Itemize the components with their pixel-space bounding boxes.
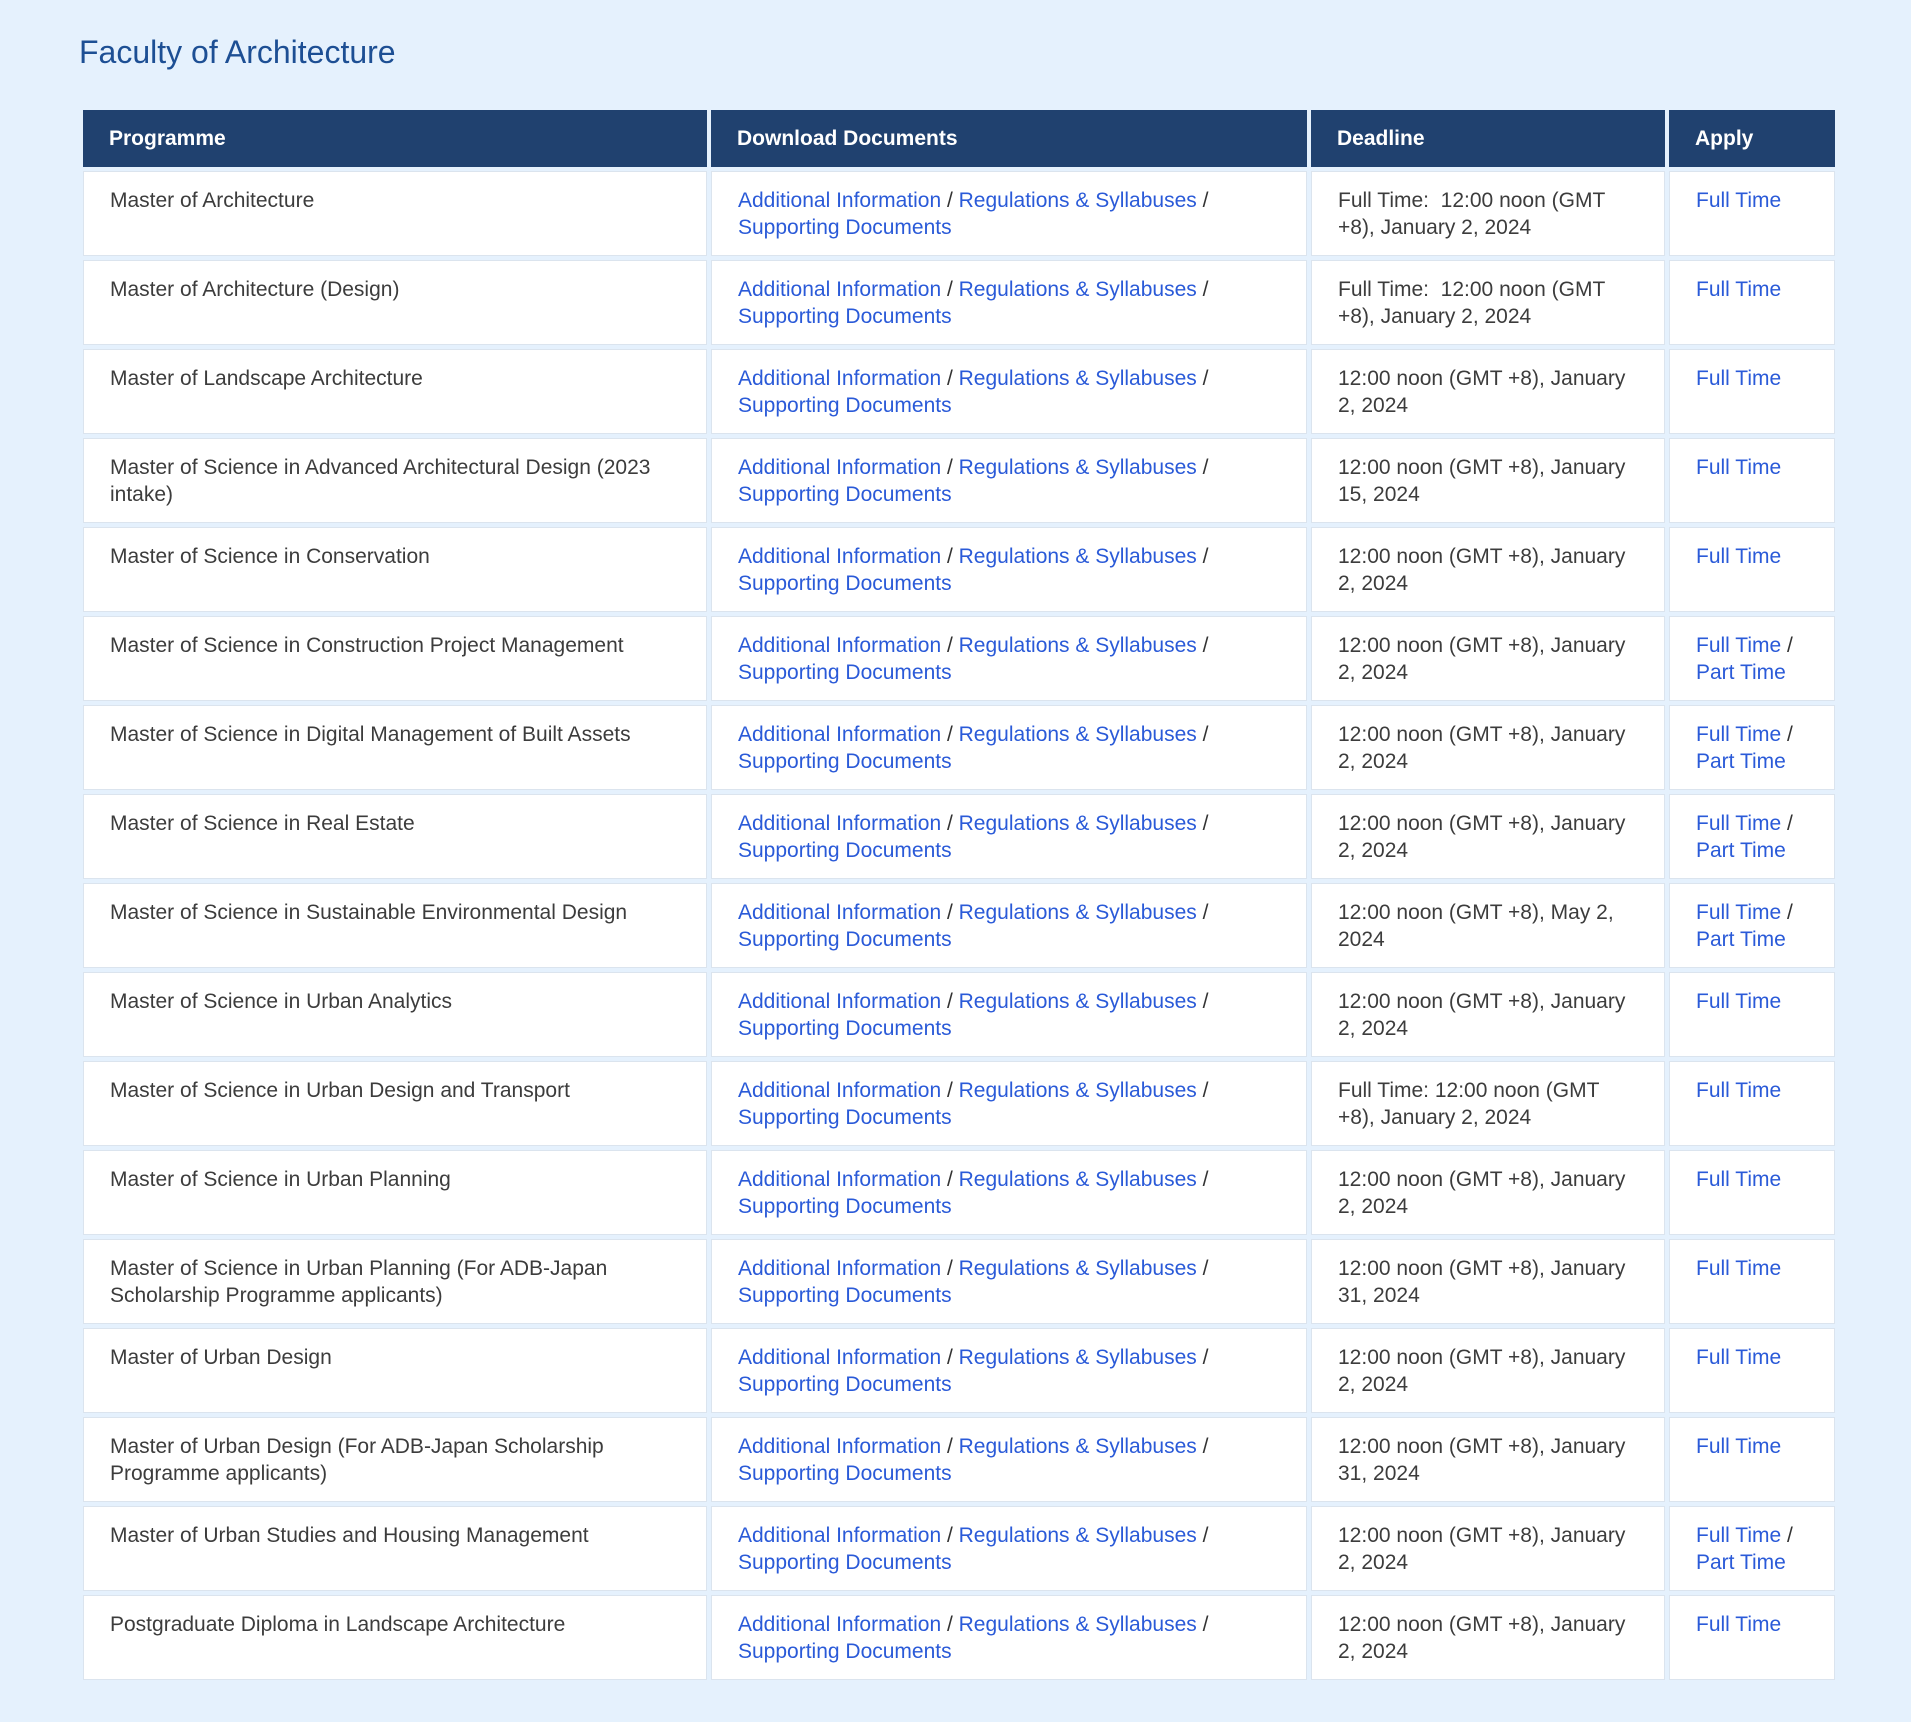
regulations-syllabuses-link[interactable]: Regulations & Syllabuses [958, 901, 1197, 924]
deadline-cell: 12:00 noon (GMT +8), January 31, 2024 [1311, 1417, 1665, 1502]
download-documents-cell [711, 794, 1307, 879]
table-row [83, 1150, 1835, 1235]
deadline-cell: 12:00 noon (GMT +8), January 2, 2024 [1311, 1328, 1665, 1413]
apply-full-time-link[interactable]: Full Time [1696, 990, 1782, 1013]
programme-cell: Master of Architecture [83, 171, 707, 256]
link-separator: / [1196, 278, 1209, 301]
apply-full-time-link[interactable]: Full Time [1696, 1168, 1782, 1191]
download-documents-cell [711, 1150, 1307, 1235]
regulations-syllabuses-link[interactable]: Regulations & Syllabuses [958, 278, 1197, 301]
supporting-documents-link[interactable]: Supporting Documents [738, 394, 952, 417]
deadline-cell: 12:00 noon (GMT +8), January 31, 2024 [1311, 1239, 1665, 1324]
apply-cell [1669, 1417, 1835, 1502]
table-row [83, 1061, 1835, 1146]
page-title: Faculty of Architecture [79, 34, 396, 70]
supporting-documents-link[interactable]: Supporting Documents [738, 1551, 952, 1574]
apply-part-time-link[interactable]: Part Time [1696, 839, 1786, 862]
download-documents-cell [711, 616, 1307, 701]
regulations-syllabuses-link[interactable]: Regulations & Syllabuses [958, 456, 1197, 479]
link-separator: / [941, 812, 959, 835]
deadline-cell: 12:00 noon (GMT +8), May 2, 2024 [1311, 883, 1665, 968]
programme-cell: Postgraduate Diploma in Landscape Architecture [83, 1595, 707, 1680]
deadline-cell: 12:00 noon (GMT +8), January 2, 2024 [1311, 705, 1665, 790]
regulations-syllabuses-link[interactable]: Regulations & Syllabuses [958, 1168, 1197, 1191]
regulations-syllabuses-link[interactable]: Regulations & Syllabuses [958, 634, 1197, 657]
table-row [83, 349, 1835, 434]
supporting-documents-link[interactable]: Supporting Documents [738, 661, 952, 684]
apply-full-time-link[interactable]: Full Time [1696, 278, 1782, 301]
apply-part-time-link[interactable]: Part Time [1696, 928, 1786, 951]
link-separator: / [941, 1168, 959, 1191]
apply-full-time-link[interactable]: Full Time [1696, 456, 1782, 479]
additional-information-link[interactable]: Additional Information [738, 1524, 942, 1547]
download-documents-cell [711, 171, 1307, 256]
apply-full-time-link[interactable]: Full Time [1696, 1524, 1782, 1547]
supporting-documents-link[interactable]: Supporting Documents [738, 216, 952, 239]
header-apply: Apply [1669, 110, 1835, 167]
regulations-syllabuses-link[interactable]: Regulations & Syllabuses [958, 189, 1197, 212]
additional-information-link[interactable]: Additional Information [738, 1346, 942, 1369]
deadline-cell: 12:00 noon (GMT +8), January 2, 2024 [1311, 972, 1665, 1057]
programme-cell: Master of Landscape Architecture [83, 349, 707, 434]
table-row [83, 1417, 1835, 1502]
download-documents-cell [711, 527, 1307, 612]
apply-full-time-link[interactable]: Full Time [1696, 545, 1782, 568]
apply-full-time-link[interactable]: Full Time [1696, 812, 1782, 835]
deadline-cell: Full Time: 12:00 noon (GMT +8), January 2, 2024 [1311, 171, 1665, 256]
programme-cell: Master of Science in Digital Management of Built Assets [83, 705, 707, 790]
apply-cell [1669, 527, 1835, 612]
apply-part-time-link[interactable]: Part Time [1696, 1551, 1786, 1574]
programme-cell: Master of Architecture (Design) [83, 260, 707, 345]
additional-information-link[interactable]: Additional Information [738, 723, 942, 746]
table-body [83, 171, 1835, 1680]
additional-information-link[interactable]: Additional Information [738, 367, 942, 390]
additional-information-link[interactable]: Additional Information [738, 456, 942, 479]
link-separator: / [1781, 634, 1793, 657]
link-separator: / [941, 189, 959, 212]
download-documents-cell [711, 1506, 1307, 1591]
additional-information-link[interactable]: Additional Information [738, 278, 942, 301]
table-row [83, 705, 1835, 790]
supporting-documents-link[interactable]: Supporting Documents [738, 839, 952, 862]
programme-cell: Master of Urban Studies and Housing Management [83, 1506, 707, 1591]
programme-cell: Master of Science in Urban Analytics [83, 972, 707, 1057]
apply-cell [1669, 1061, 1835, 1146]
table-row [83, 438, 1835, 523]
link-separator: / [1196, 1257, 1209, 1280]
link-separator: / [941, 456, 959, 479]
deadline-cell: 12:00 noon (GMT +8), January 2, 2024 [1311, 1506, 1665, 1591]
supporting-documents-link[interactable]: Supporting Documents [738, 1284, 952, 1307]
link-separator: / [1196, 1524, 1209, 1547]
regulations-syllabuses-link[interactable]: Regulations & Syllabuses [958, 1257, 1197, 1280]
download-documents-cell [711, 1417, 1307, 1502]
link-separator: / [1196, 634, 1209, 657]
supporting-documents-link[interactable]: Supporting Documents [738, 1106, 952, 1129]
apply-full-time-link[interactable]: Full Time [1696, 1346, 1782, 1369]
deadline-cell: 12:00 noon (GMT +8), January 2, 2024 [1311, 616, 1665, 701]
header-deadline: Deadline [1311, 110, 1665, 167]
programmes-table [79, 106, 1839, 1684]
apply-full-time-link[interactable]: Full Time [1696, 634, 1782, 657]
download-documents-cell [711, 883, 1307, 968]
table-row [83, 1506, 1835, 1591]
additional-information-link[interactable]: Additional Information [738, 634, 942, 657]
additional-information-link[interactable]: Additional Information [738, 1079, 942, 1102]
link-separator: / [1196, 990, 1209, 1013]
apply-full-time-link[interactable]: Full Time [1696, 723, 1782, 746]
supporting-documents-link[interactable]: Supporting Documents [738, 1462, 952, 1485]
programme-cell: Master of Science in Sustainable Environmental Design [83, 883, 707, 968]
link-separator: / [941, 1257, 959, 1280]
download-documents-cell [711, 1061, 1307, 1146]
additional-information-link[interactable]: Additional Information [738, 189, 942, 212]
apply-cell [1669, 260, 1835, 345]
apply-full-time-link[interactable]: Full Time [1696, 901, 1782, 924]
download-documents-cell [711, 705, 1307, 790]
additional-information-link[interactable]: Additional Information [738, 1168, 942, 1191]
table-row [83, 1239, 1835, 1324]
link-separator: / [941, 901, 959, 924]
regulations-syllabuses-link[interactable]: Regulations & Syllabuses [958, 1435, 1197, 1458]
apply-cell [1669, 1239, 1835, 1324]
link-separator: / [941, 1079, 959, 1102]
supporting-documents-link[interactable]: Supporting Documents [738, 483, 952, 506]
link-separator: / [1196, 812, 1209, 835]
apply-full-time-link[interactable]: Full Time [1696, 1079, 1782, 1102]
table-header-row [83, 110, 1835, 167]
supporting-documents-link[interactable]: Supporting Documents [738, 1640, 952, 1663]
regulations-syllabuses-link[interactable]: Regulations & Syllabuses [958, 723, 1197, 746]
apply-part-time-link[interactable]: Part Time [1696, 750, 1786, 773]
programme-cell: Master of Urban Design (For ADB-Japan Scholarship Programme applicants) [83, 1417, 707, 1502]
regulations-syllabuses-link[interactable]: Regulations & Syllabuses [958, 367, 1197, 390]
regulations-syllabuses-link[interactable]: Regulations & Syllabuses [958, 1079, 1197, 1102]
download-documents-cell [711, 1239, 1307, 1324]
table-row [83, 527, 1835, 612]
table-row [83, 260, 1835, 345]
apply-cell [1669, 1595, 1835, 1680]
link-separator: / [941, 990, 959, 1013]
link-separator: / [941, 1435, 959, 1458]
link-separator: / [1196, 901, 1209, 924]
download-documents-cell [711, 349, 1307, 434]
download-documents-cell [711, 1328, 1307, 1413]
link-separator: / [1196, 456, 1209, 479]
regulations-syllabuses-link[interactable]: Regulations & Syllabuses [958, 1613, 1197, 1636]
additional-information-link[interactable]: Additional Information [738, 1613, 942, 1636]
link-separator: / [1781, 723, 1793, 746]
apply-full-time-link[interactable]: Full Time [1696, 1613, 1782, 1636]
additional-information-link[interactable]: Additional Information [738, 545, 942, 568]
apply-cell [1669, 1328, 1835, 1413]
link-separator: / [1781, 812, 1793, 835]
link-separator: / [1196, 1435, 1209, 1458]
deadline-cell: 12:00 noon (GMT +8), January 2, 2024 [1311, 1150, 1665, 1235]
apply-full-time-link[interactable]: Full Time [1696, 1257, 1782, 1280]
regulations-syllabuses-link[interactable]: Regulations & Syllabuses [958, 990, 1197, 1013]
regulations-syllabuses-link[interactable]: Regulations & Syllabuses [958, 1524, 1197, 1547]
link-separator: / [941, 723, 959, 746]
regulations-syllabuses-link[interactable]: Regulations & Syllabuses [958, 812, 1197, 835]
link-separator: / [941, 1346, 959, 1369]
table-row [83, 1595, 1835, 1680]
deadline-cell: 12:00 noon (GMT +8), January 2, 2024 [1311, 794, 1665, 879]
link-separator: / [1196, 723, 1209, 746]
programme-cell: Master of Science in Urban Planning [83, 1150, 707, 1235]
supporting-documents-link[interactable]: Supporting Documents [738, 572, 952, 595]
deadline-cell: Full Time: 12:00 noon (GMT +8), January 2, 2024 [1311, 1061, 1665, 1146]
apply-cell [1669, 349, 1835, 434]
apply-cell [1669, 616, 1835, 701]
download-documents-cell [711, 972, 1307, 1057]
supporting-documents-link[interactable]: Supporting Documents [738, 1373, 952, 1396]
programme-cell: Master of Science in Conservation [83, 527, 707, 612]
programme-cell: Master of Science in Urban Planning (For ADB-Japan Scholarship Programme applicants) [83, 1239, 707, 1324]
supporting-documents-link[interactable]: Supporting Documents [738, 305, 952, 328]
apply-full-time-link[interactable]: Full Time [1696, 367, 1782, 390]
apply-cell [1669, 1506, 1835, 1591]
apply-full-time-link[interactable]: Full Time [1696, 189, 1782, 212]
apply-cell [1669, 972, 1835, 1057]
supporting-documents-link[interactable]: Supporting Documents [738, 750, 952, 773]
link-separator: / [1196, 189, 1209, 212]
programme-cell: Master of Science in Advanced Architectural Design (2023 intake) [83, 438, 707, 523]
additional-information-link[interactable]: Additional Information [738, 812, 942, 835]
header-download-documents: Download Documents [711, 110, 1307, 167]
apply-cell [1669, 705, 1835, 790]
table-row [83, 1328, 1835, 1413]
additional-information-link[interactable]: Additional Information [738, 901, 942, 924]
table-row [83, 883, 1835, 968]
link-separator: / [941, 634, 959, 657]
deadline-cell: 12:00 noon (GMT +8), January 15, 2024 [1311, 438, 1665, 523]
download-documents-cell [711, 438, 1307, 523]
deadline-cell: 12:00 noon (GMT +8), January 2, 2024 [1311, 1595, 1665, 1680]
apply-cell [1669, 794, 1835, 879]
table-row [83, 794, 1835, 879]
link-separator: / [1196, 1168, 1209, 1191]
link-separator: / [1196, 1346, 1209, 1369]
link-separator: / [941, 367, 959, 390]
additional-information-link[interactable]: Additional Information [738, 1257, 942, 1280]
link-separator: / [1196, 1613, 1209, 1636]
regulations-syllabuses-link[interactable]: Regulations & Syllabuses [958, 545, 1197, 568]
link-separator: / [1781, 1524, 1793, 1547]
regulations-syllabuses-link[interactable]: Regulations & Syllabuses [958, 1346, 1197, 1369]
programme-cell: Master of Urban Design [83, 1328, 707, 1413]
apply-full-time-link[interactable]: Full Time [1696, 1435, 1782, 1458]
additional-information-link[interactable]: Additional Information [738, 990, 942, 1013]
header-programme: Programme [83, 110, 707, 167]
table-row [83, 972, 1835, 1057]
link-separator: / [941, 278, 959, 301]
apply-cell [1669, 171, 1835, 256]
supporting-documents-link[interactable]: Supporting Documents [738, 1195, 952, 1218]
download-documents-cell [711, 1595, 1307, 1680]
link-separator: / [1196, 1079, 1209, 1102]
link-separator: / [941, 1613, 959, 1636]
table-row [83, 616, 1835, 701]
link-separator: / [941, 1524, 959, 1547]
apply-cell [1669, 438, 1835, 523]
link-separator: / [1196, 545, 1209, 568]
apply-cell [1669, 883, 1835, 968]
download-documents-cell [711, 260, 1307, 345]
table-row [83, 171, 1835, 256]
link-separator: / [1781, 901, 1793, 924]
deadline-cell: 12:00 noon (GMT +8), January 2, 2024 [1311, 527, 1665, 612]
programme-cell: Master of Science in Urban Design and Transport [83, 1061, 707, 1146]
additional-information-link[interactable]: Additional Information [738, 1435, 942, 1458]
apply-cell [1669, 1150, 1835, 1235]
deadline-cell: 12:00 noon (GMT +8), January 2, 2024 [1311, 349, 1665, 434]
programme-cell: Master of Science in Real Estate [83, 794, 707, 879]
supporting-documents-link[interactable]: Supporting Documents [738, 1017, 952, 1040]
deadline-cell: Full Time: 12:00 noon (GMT +8), January 2, 2024 [1311, 260, 1665, 345]
programme-cell: Master of Science in Construction Project Management [83, 616, 707, 701]
apply-part-time-link[interactable]: Part Time [1696, 661, 1786, 684]
supporting-documents-link[interactable]: Supporting Documents [738, 928, 952, 951]
link-separator: / [1196, 367, 1209, 390]
link-separator: / [941, 545, 959, 568]
